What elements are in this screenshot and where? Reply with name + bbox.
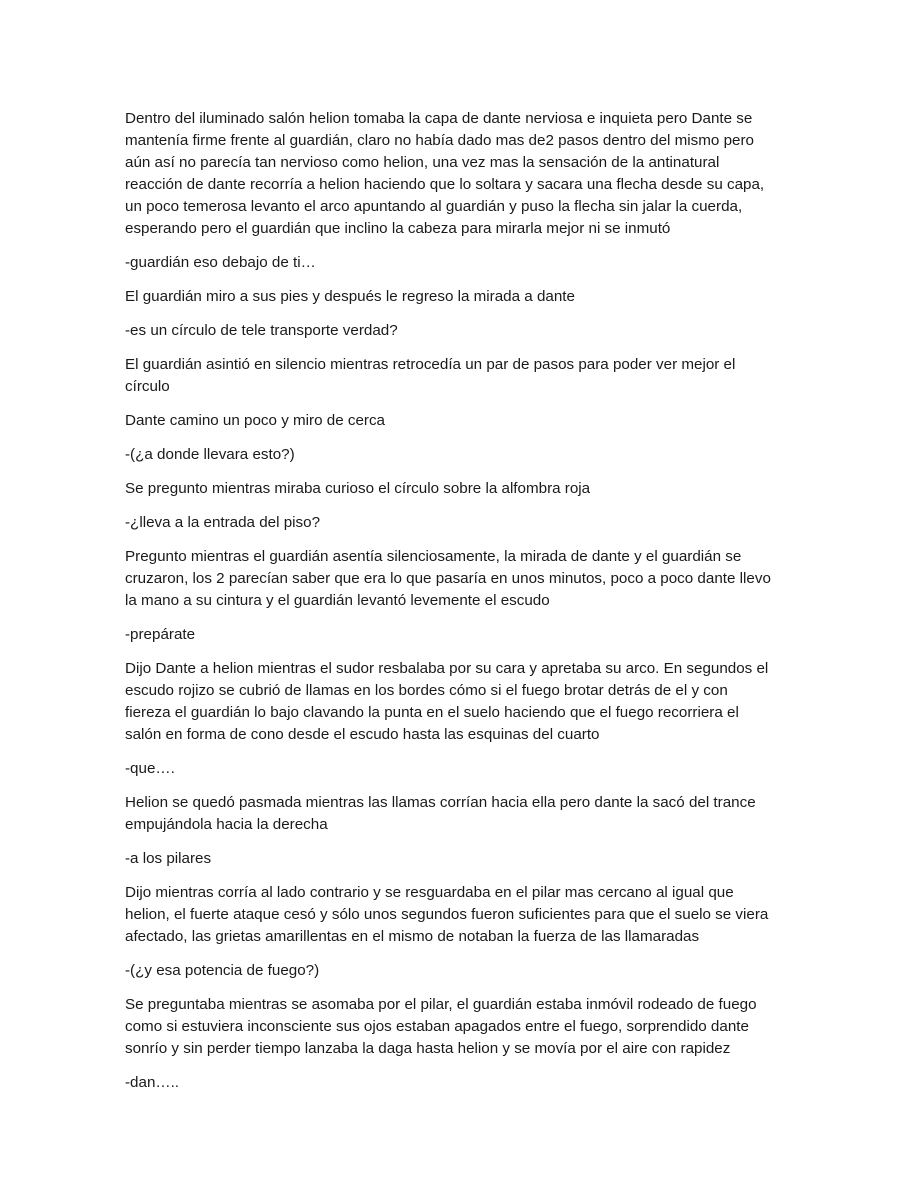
paragraph: Dijo Dante a helion mientras el sudor resbalaba por su cara y apretaba su arco. En segundos el escudo rojizo se cubrió de llamas en los bordes cómo si el fuego brotar detrás de el y con fiereza el guardián lo bajo clavando la punta en el suelo haciendo que el fuego recorriera el salón en forma de cono desde el escudo hasta las esquinas del cuarto: [125, 660, 769, 743]
paragraph: -que….: [125, 760, 175, 777]
paragraph: -guardián eso debajo de ti…: [125, 254, 316, 271]
paragraph: Se pregunto mientras miraba curioso el círculo sobre la alfombra roja: [125, 480, 591, 497]
paragraph: El guardián asintió en silencio mientras retrocedía un par de pasos para poder ver mejor el círculo: [125, 356, 736, 395]
paragraph: Helion se quedó pasmada mientras las llamas corrían hacia ella pero dante la sacó del trance empujándola hacia la derecha: [125, 794, 756, 833]
paragraph: -¿lleva a la entrada del piso?: [125, 514, 321, 531]
paragraph: Pregunto mientras el guardián asentía silenciosamente, la mirada de dante y el guardián se cruzaron, los 2 parecían saber que era lo que pasaría en unos minutos, poco a poco dante llevo la mano a su cintura y el guardián levantó levemente el escudo: [125, 548, 771, 609]
paragraph: -(¿y esa potencia de fuego?): [125, 962, 320, 979]
paragraph: Dijo mientras corría al lado contrario y se resguardaba en el pilar mas cercano al igual que helion, el fuerte ataque cesó y sólo unos segundos fueron suficientes para que el suelo se viera afectado, las grietas amarillentas en el mismo de notaban la fuerza de las llamaradas: [125, 884, 769, 945]
paragraph: -a los pilares: [125, 850, 212, 867]
paragraph: -prepárate: [125, 626, 196, 643]
paragraph: Se preguntaba mientras se asomaba por el pilar, el guardián estaba inmóvil rodeado de fuego como si estuviera inconsciente sus ojos estaban apagados entre el fuego, sorprendido dante sonrío y sin perder tiempo lanzaba la daga hasta helion y se movía por el aire con rapidez: [125, 996, 757, 1057]
paragraph: -dan…..: [125, 1074, 180, 1091]
paragraph: El guardián miro a sus pies y después le regreso la mirada a dante: [125, 288, 575, 305]
document-page: [125, 108, 773, 1106]
paragraph: Dante camino un poco y miro de cerca: [125, 412, 386, 429]
paragraph: -es un círculo de tele transporte verdad?: [125, 322, 398, 339]
paragraph: Dentro del iluminado salón helion tomaba la capa de dante nerviosa e inquieta pero Dante se mantenía firme frente al guardián, claro no había dado mas de2 pasos dentro del mismo pero aún así no parecía tan nervioso como helion, una vez mas la sensación de la antinatural reacción de dante recorría a helion haciendo que lo soltara y sacara una flecha desde su capa, un poco temerosa levanto el arco apuntando al guardián y puso la flecha sin jalar la cuerda, esperando pero el guardián que inclino la cabeza para mirarla mejor ni se inmutó: [125, 110, 765, 237]
paragraph: -(¿a donde llevara esto?): [125, 446, 295, 463]
